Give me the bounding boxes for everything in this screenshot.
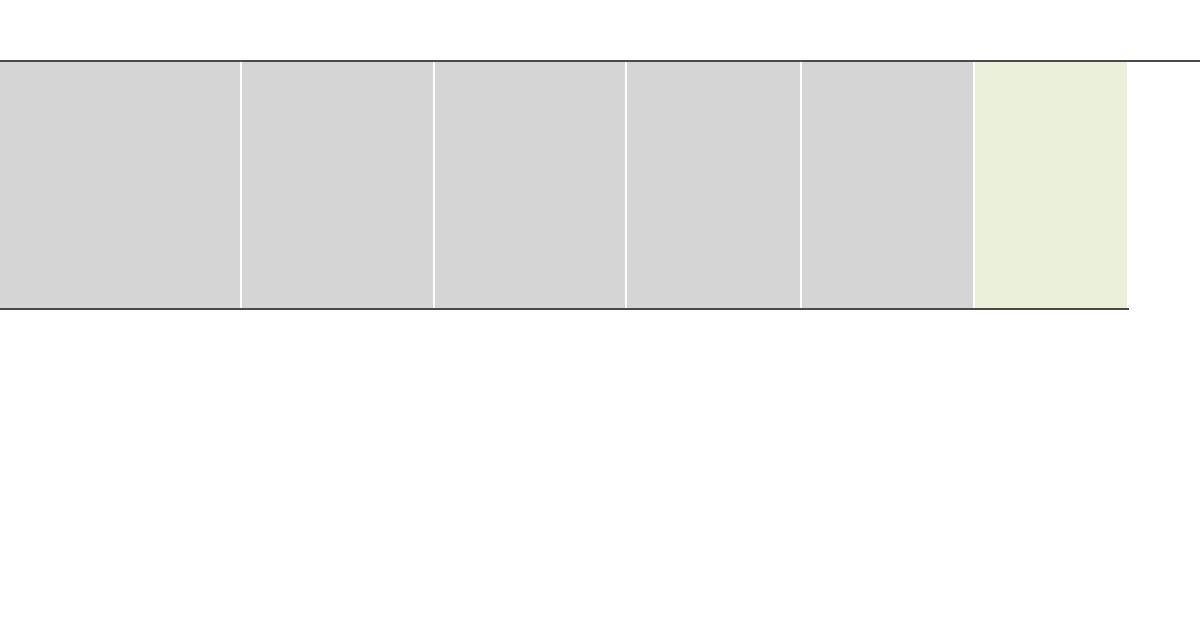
header-esubero [627, 62, 800, 308]
grid-top-line [0, 60, 1200, 62]
header-vacanze [802, 62, 973, 308]
header-contingente [975, 62, 1127, 308]
header-istruzione [0, 62, 240, 308]
header-titolari [435, 62, 625, 308]
grid-header-bottom [0, 308, 1129, 310]
header-posti-comunicati [242, 62, 433, 308]
header-posti-richiesti [1129, 62, 1200, 308]
